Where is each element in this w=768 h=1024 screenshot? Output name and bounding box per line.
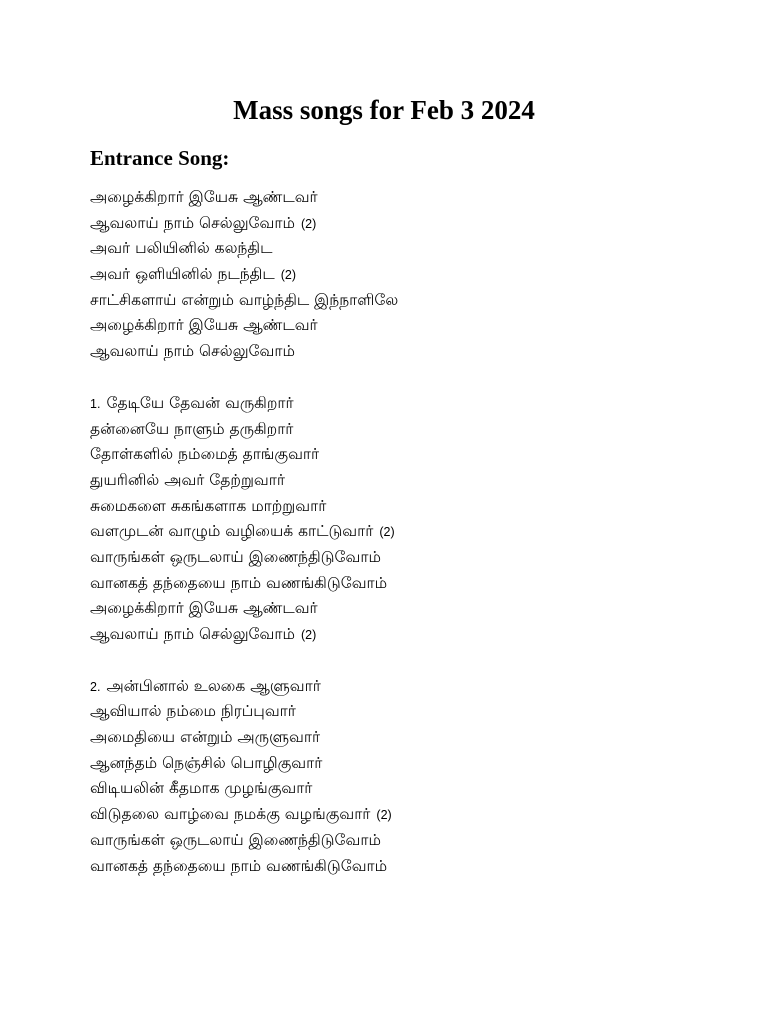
stanza	[90, 185, 730, 365]
lyric-text: அவர் ஒளியினில் நடந்திட	[90, 265, 275, 284]
lyrics-body	[90, 185, 730, 905]
lyric-line	[90, 776, 730, 802]
lyric-line	[90, 442, 730, 468]
section-heading-entrance-song: Entrance Song:	[90, 146, 230, 170]
stanza-number: 2.	[90, 679, 101, 694]
lyric-line	[90, 802, 730, 828]
lyric-line	[90, 854, 730, 880]
lyric-line	[90, 699, 730, 725]
lyric-text: அழைக்கிறார் இயேசு ஆண்டவர்	[90, 188, 318, 206]
lyric-text: விடுதலை வாழ்வை நமக்கு வழங்குவார்	[90, 805, 371, 824]
lyric-line	[90, 468, 730, 494]
lyric-line	[90, 828, 730, 854]
lyric-line	[90, 751, 730, 777]
lyric-line	[90, 236, 730, 262]
lyric-text: விடியலின் கீதமாக முழங்குவார்	[90, 779, 313, 798]
lyric-text: அழைக்கிறார் இயேசு ஆண்டவர்	[90, 599, 318, 618]
lyric-text: தேடியே தேவன் வருகிறார்	[106, 393, 294, 412]
stanza	[90, 391, 730, 648]
lyric-text: அழைக்கிறார் இயேசு ஆண்டவர்	[90, 316, 318, 335]
repeat-marker: (2)	[300, 628, 317, 642]
lyric-line	[90, 391, 730, 417]
lyric-line	[90, 674, 730, 700]
lyric-text: ஆனந்தம் நெஞ்சில் பொழிகுவார்	[90, 753, 323, 772]
lyric-text: ஆவியால் நம்மை நிரப்புவார்	[90, 702, 296, 721]
lyric-text: வாருங்கள் ஒருடலாய் இணைந்திடுவோம்	[90, 830, 381, 849]
lyric-text: வானகத் தந்தையை நாம் வணங்கிடுவோம்	[90, 856, 388, 875]
lyric-line	[90, 417, 730, 443]
lyric-line	[90, 339, 730, 365]
lyric-line	[90, 545, 730, 571]
lyric-text: வானகத் தந்தையை நாம் வணங்கிடுவோம்	[90, 573, 388, 592]
stanza	[90, 674, 730, 880]
lyric-text: துயரினில் அவர் தேற்றுவார்	[90, 470, 285, 489]
lyric-text: ஆவலாய் நாம் செல்லுவோம்	[90, 625, 295, 643]
lyric-text: தன்னையே நாளும் தருகிறார்	[90, 419, 294, 438]
lyric-text: ஆவலாய் நாம் செல்லுவோம்	[90, 213, 295, 232]
repeat-marker: (2)	[280, 268, 296, 283]
lyric-line	[90, 596, 730, 622]
lyric-line	[90, 288, 730, 314]
lyric-text: அவர் பலியினில் கலந்திட	[90, 239, 273, 258]
repeat-marker: (2)	[300, 216, 317, 231]
lyric-line	[90, 519, 730, 545]
lyric-text: வாருங்கள் ஒருடலாய் இணைந்திடுவோம்	[90, 547, 381, 566]
lyric-line	[90, 262, 730, 288]
lyric-text: வளமுடன் வாழும் வழியைக் காட்டுவார்	[90, 522, 374, 541]
document-title: Mass songs for Feb 3 2024	[233, 95, 535, 125]
lyric-text: அமைதியை என்றும் அருளுவார்	[90, 728, 321, 747]
lyric-line	[90, 313, 730, 339]
lyric-line	[90, 185, 730, 211]
lyric-text: அன்பினால் உலகை ஆளுவார்	[106, 676, 321, 695]
lyric-line	[90, 211, 730, 237]
lyric-text: ஆவலாய் நாம் செல்லுவோம்	[90, 342, 295, 361]
lyric-line	[90, 571, 730, 597]
lyric-line	[90, 725, 730, 751]
lyric-line	[90, 494, 730, 520]
stanza-number: 1.	[90, 396, 101, 411]
lyric-line	[90, 622, 730, 648]
lyric-text: சுமைகளை சுகங்களாக மாற்றுவார்	[90, 496, 327, 515]
repeat-marker: (2)	[376, 808, 392, 823]
repeat-marker: (2)	[379, 525, 395, 540]
lyric-text: தோள்களில் நம்மைத் தாங்குவார்	[90, 445, 320, 464]
lyric-text: சாட்சிகளாய் என்றும் வாழ்ந்திட இந்நாளிலே	[90, 290, 399, 309]
